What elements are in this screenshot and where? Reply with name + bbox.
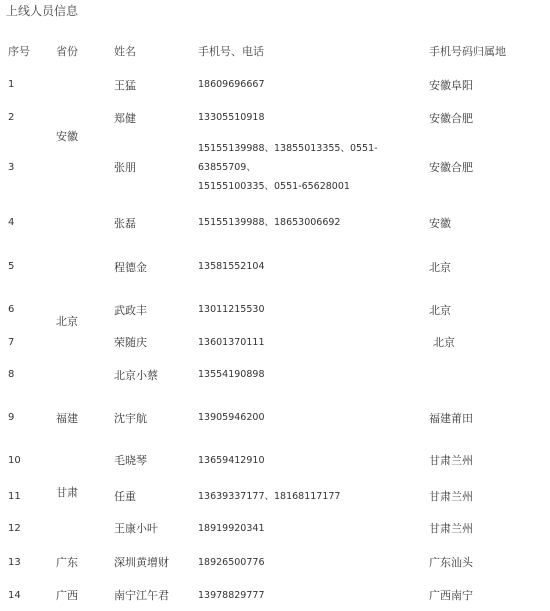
table-row [2,545,547,579]
cell-province: 甘肃 [56,486,78,499]
table-row [2,396,547,439]
cell-no: 4 [8,217,15,228]
cell-no: 9 [8,412,15,423]
cell-name: 张磊 [114,216,136,230]
cell-phone: 13659412910 [198,454,265,466]
cell-province: 北京 [56,314,78,328]
cell-no: 8 [8,369,15,380]
cell-location: 北京 [429,260,451,274]
cell-phone: 18609696667 [198,79,265,90]
header-phone: 手机号、电话 [198,45,264,58]
cell-location: 甘肃兰州 [429,490,473,503]
cell-name: 荣随庆 [114,336,147,349]
header-province: 省份 [56,45,78,58]
cell-location: 广西南宁 [429,589,473,602]
cell-phone [198,134,429,200]
cell-location: 福建莆田 [429,411,473,425]
cell-phone: 13905946200 [198,412,265,423]
cell-name: 郑健 [114,111,136,125]
table-row [2,245,547,288]
cell-phone: 18919920341 [198,522,265,534]
cell-name: 南宁江午君 [114,589,169,602]
cell-name: 王猛 [114,78,136,92]
cell-name: 程德金 [114,260,147,274]
cell-no: 6 [8,304,15,315]
cell-no: 7 [8,336,15,348]
cell-no: 10 [8,454,21,466]
header-name: 姓名 [114,45,136,58]
cell-province: 广西 [56,589,78,602]
cell-phone: 13554190898 [198,369,265,380]
cell-location: 安徽 [429,216,451,230]
cell-name: 王康小叶 [114,522,158,535]
cell-phone: 13305510918 [198,112,265,123]
cell-name: 毛晓琴 [114,454,147,467]
cell-province: 广东 [56,556,78,569]
cell-phone: 15155139988、18653006692 [198,217,341,228]
table-row [2,579,547,611]
cell-phone: 18926500776 [198,556,265,568]
cell-name: 任重 [114,490,136,503]
cell-location: 安徽合肥 [429,161,473,174]
header-no: 序号 [8,45,30,58]
cell-no: 12 [8,522,21,534]
cell-no: 14 [8,589,21,601]
cell-location: 北京 [433,336,455,349]
cell-location [429,353,547,396]
cell-location: 安徽阜阳 [429,78,473,92]
cell-no: 3 [8,161,15,173]
cell-name: 北京小蔡 [114,368,158,382]
phone-line-1: 15155139988、13855013355、0551-63855709、 [198,142,378,173]
cell-no: 1 [8,79,15,90]
cell-province: 福建 [56,411,78,425]
cell-phone: 13639337177、18168117177 [198,490,341,502]
table-row [2,68,547,101]
cell-name: 深圳黄增财 [114,556,169,569]
page-title: 上线人员信息 [6,4,79,18]
cell-phone: 13011215530 [198,304,265,315]
cell-no: 13 [8,556,21,568]
cell-name: 沈宇航 [114,411,147,425]
header-location: 手机号码归属地 [429,45,506,58]
cell-name: 武政丰 [114,303,147,317]
cell-location: 北京 [429,303,451,317]
cell-no: 11 [8,490,21,502]
cell-location: 广东汕头 [429,556,473,569]
cell-phone: 13978829777 [198,589,265,601]
cell-phone: 13581552104 [198,261,265,272]
cell-no: 2 [8,112,15,123]
cell-location: 甘肃兰州 [429,522,473,535]
cell-province: 安徽 [56,130,78,143]
table-header-row [2,34,547,68]
cell-name: 张朋 [114,161,136,174]
cell-phone: 13601370111 [198,336,265,348]
personnel-table [2,34,547,611]
cell-location: 甘肃兰州 [429,454,473,467]
phone-line-2: 15155100335、0551-65628001 [198,180,350,192]
cell-location: 安徽合肥 [429,111,473,125]
cell-no: 5 [8,261,15,272]
table-row [2,439,547,481]
